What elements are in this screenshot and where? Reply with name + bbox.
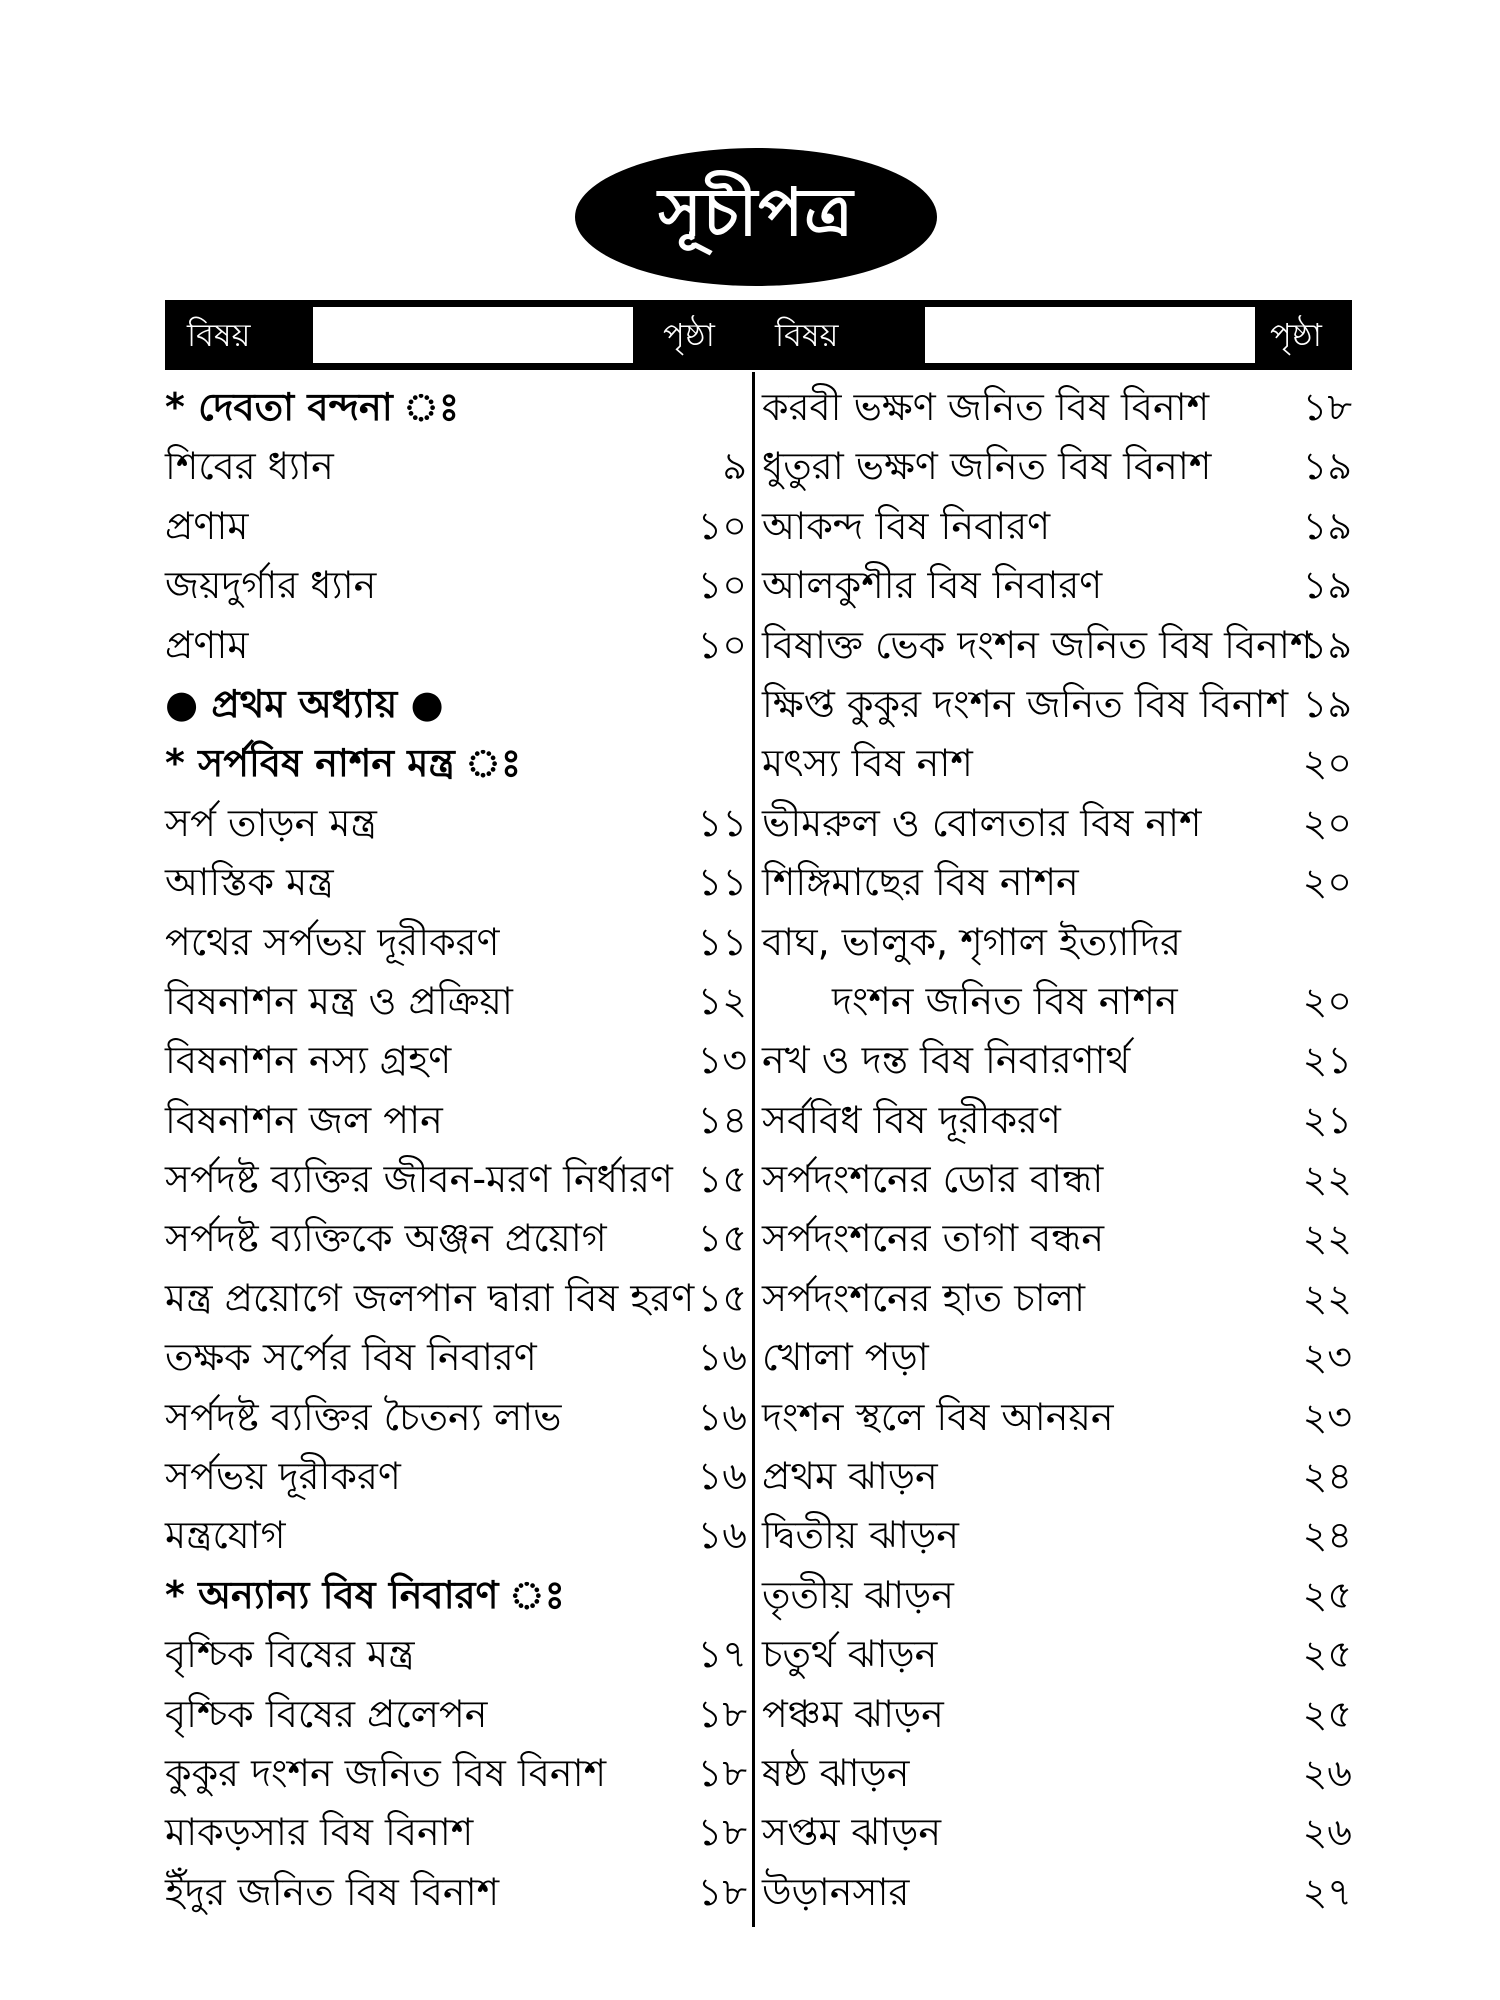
column-divider (752, 372, 755, 1927)
toc-entry-title: বিষনাশন জল পান (165, 1097, 443, 1142)
right-column (762, 378, 1352, 1922)
toc-entry-title: মন্ত্র প্রয়োগে জলপান দ্বারা বিষ হরণ (165, 1275, 695, 1320)
toc-entry-title: সর্পদংশনের হাত চালা (762, 1275, 1086, 1320)
section-heading (165, 734, 747, 793)
toc-entry-page: ১১ (697, 860, 747, 905)
toc-entry (762, 913, 1352, 972)
toc-entry-page: ১০ (697, 622, 747, 667)
toc-entry (165, 1685, 747, 1744)
toc-entry (762, 1506, 1352, 1565)
toc-entry-title: সর্প তাড়ন মন্ত্র (165, 800, 377, 845)
toc-entry-title: শিঙ্গিমাছের বিষ নাশন (762, 860, 1079, 905)
toc-entry (762, 972, 1352, 1031)
toc-entry (762, 1625, 1352, 1684)
toc-entry-page: ২০ (1302, 978, 1352, 1023)
toc-entry (165, 794, 747, 853)
toc-entry-title: বিষনাশন নস্য গ্রহণ (165, 1038, 452, 1083)
toc-entry-title: জয়দুর্গার ধ্যান (165, 563, 377, 608)
page-title-oval (575, 148, 937, 286)
section-heading (165, 378, 747, 437)
toc-entry (165, 1209, 747, 1268)
toc-entry (762, 1744, 1352, 1803)
toc-entry (165, 437, 747, 496)
toc-entry-page: ২৩ (1302, 1394, 1352, 1439)
toc-entry-title: মাকড়সার বিষ বিনাশ (165, 1810, 474, 1855)
toc-entry (762, 1863, 1352, 1922)
toc-entry-title: ষষ্ঠ ঝাড়ন (762, 1750, 910, 1795)
toc-entry (165, 497, 747, 556)
toc-entry-title: কুকুর দংশন জনিত বিষ বিনাশ (165, 1750, 607, 1795)
toc-entry-title: ক্ষিপ্ত কুকুর দংশন জনিত বিষ বিনাশ (762, 681, 1289, 726)
toc-entry (762, 1328, 1352, 1387)
toc-entry (165, 972, 747, 1031)
toc-entry (165, 556, 747, 615)
toc-entry-title: শিবের ধ্যান (165, 444, 334, 489)
right-header-blank-box (925, 307, 1255, 363)
toc-entry-title: তক্ষক সর্পের বিষ নিবারণ (165, 1335, 537, 1380)
toc-entry-title: সর্পদংশনের তাগা বন্ধন (762, 1216, 1105, 1261)
toc-entry-page: ১৮ (1302, 385, 1352, 429)
table-header (165, 300, 1352, 370)
toc-entry-page: ১৫ (697, 1157, 747, 1202)
toc-entry-page: ২২ (1302, 1216, 1352, 1261)
toc-entry-title: বৃশ্চিক বিষের মন্ত্র (165, 1632, 415, 1677)
toc-entry (762, 1388, 1352, 1447)
toc-entry (165, 616, 747, 675)
toc-entry-title: পথের সর্পভয় দূরীকরণ (165, 919, 500, 964)
toc-entry-page: ১০ (697, 503, 747, 548)
toc-entry (165, 1388, 747, 1447)
toc-entry-page: ১৮ (697, 1810, 747, 1855)
right-page-header: পৃষ্ঠা (1270, 316, 1322, 354)
toc-entry-title: প্রণাম (165, 503, 249, 548)
toc-entry-title: সর্পদষ্ট ব্যক্তির চৈতন্য লাভ (165, 1394, 562, 1439)
toc-entry (165, 853, 747, 912)
toc-entry (762, 1091, 1352, 1150)
toc-entry-page: ১৩ (697, 1038, 747, 1083)
toc-entry-page: ১৯ (1302, 444, 1352, 489)
toc-entry (762, 437, 1352, 496)
toc-entry-page: ১৯ (1302, 622, 1352, 667)
toc-entry-title: তৃতীয় ঝাড়ন (762, 1572, 954, 1617)
toc-entry (762, 497, 1352, 556)
toc-entry (762, 1150, 1352, 1209)
toc-entry (762, 1031, 1352, 1090)
toc-entry-title: ধুতুরা ভক্ষণ জনিত বিষ বিনাশ (762, 444, 1212, 489)
toc-entry-page: ২১ (1302, 1097, 1352, 1142)
toc-entry-title: সর্পদংশনের ডোর বান্ধা (762, 1157, 1104, 1202)
toc-entry-page: ১৯ (1302, 563, 1352, 608)
toc-entry (762, 1209, 1352, 1268)
toc-entry (762, 1566, 1352, 1625)
toc-entry-title: প্রথম ঝাড়ন (762, 1454, 938, 1499)
toc-entry (762, 1269, 1352, 1328)
toc-entry-page: ২১ (1302, 1038, 1352, 1083)
left-header-blank-box (313, 307, 633, 363)
toc-entry (762, 616, 1352, 675)
toc-entry-title: সর্ববিধ বিষ দূরীকরণ (762, 1097, 1061, 1142)
toc-entry-page: ১৬ (697, 1513, 747, 1558)
toc-entry-page: ১১ (697, 919, 747, 964)
toc-entry-title: দংশন স্থলে বিষ আনয়ন (762, 1394, 1114, 1439)
toc-entry-title: বিষাক্ত ভেক দংশন জনিত বিষ বিনাশ (762, 622, 1313, 667)
toc-entry-title: সর্পদষ্ট ব্যক্তিকে অঞ্জন প্রয়োগ (165, 1216, 607, 1261)
toc-entry-page: ২৪ (1302, 1513, 1352, 1558)
toc-entry-title: * অন্যান্য বিষ নিবারণ ঃ (165, 1572, 565, 1617)
toc-entry (762, 1447, 1352, 1506)
toc-entry-page: ১৮ (697, 1869, 747, 1914)
toc-entry (762, 853, 1352, 912)
toc-entry-page: ১৯ (1302, 681, 1352, 726)
toc-entry-page: ১৯ (1302, 503, 1352, 548)
toc-entry-page: ২৪ (1302, 1454, 1352, 1499)
toc-entry (165, 1863, 747, 1922)
toc-entry-title: আকন্দ বিষ নিবারণ (762, 503, 1051, 548)
toc-entry-page: ২০ (1302, 860, 1352, 905)
toc-entry-page: ১৬ (697, 1335, 747, 1380)
toc-entry-title: সপ্তম ঝাড়ন (762, 1810, 942, 1855)
toc-entry (165, 1506, 747, 1565)
toc-entry (165, 1031, 747, 1090)
toc-entry (762, 378, 1352, 437)
toc-entry (762, 734, 1352, 793)
toc-entry-page: ২৬ (1302, 1750, 1352, 1795)
toc-entry (165, 1150, 747, 1209)
toc-entry (762, 1685, 1352, 1744)
toc-entry (165, 1744, 747, 1803)
toc-entry-page: ১৪ (697, 1097, 747, 1142)
toc-entry-title: করবী ভক্ষণ জনিত বিষ বিনাশ (762, 385, 1210, 429)
toc-entry-title: ইঁদুর জনিত বিষ বিনাশ (165, 1869, 500, 1914)
toc-entry-page: ১৬ (697, 1454, 747, 1499)
toc-entry-page: ২৫ (1302, 1572, 1352, 1617)
toc-entry-title: * দেবতা বন্দনা ঃ (165, 385, 460, 429)
toc-entry-title: উড়ানসার (762, 1869, 910, 1914)
toc-entry (762, 794, 1352, 853)
toc-entry-title: প্রণাম (165, 622, 249, 667)
toc-entry-page: ২২ (1302, 1157, 1352, 1202)
toc-entry-title: বাঘ, ভালুক, শৃগাল ইত্যাদির (762, 919, 1182, 964)
toc-entry-title: সর্পভয় দূরীকরণ (165, 1454, 401, 1499)
toc-entry-title: ভীমরুল ও বোলতার বিষ নাশ (762, 800, 1202, 845)
toc-entry (165, 1328, 747, 1387)
left-subject-header: বিষয় (187, 316, 251, 354)
toc-entry (165, 1269, 747, 1328)
toc-entry-page: ১৫ (697, 1275, 747, 1320)
section-heading (165, 1566, 747, 1625)
toc-entry-title: মন্ত্রযোগ (165, 1513, 286, 1558)
toc-entry-page: ১৮ (697, 1750, 747, 1795)
toc-entry-page: ১২ (697, 978, 747, 1023)
toc-entry-page: ২৬ (1302, 1810, 1352, 1855)
toc-entry-title: চতুর্থ ঝাড়ন (762, 1632, 938, 1677)
toc-entry-title: বিষনাশন মন্ত্র ও প্রক্রিয়া (165, 978, 513, 1023)
toc-entry-page: ১০ (697, 563, 747, 608)
toc-entry (165, 1091, 747, 1150)
toc-entry-title: দ্বিতীয় ঝাড়ন (762, 1513, 959, 1558)
toc-entry-page: ২২ (1302, 1275, 1352, 1320)
toc-entry-title: আস্তিক মন্ত্র (165, 860, 334, 905)
toc-entry-title: পঞ্চম ঝাড়ন (762, 1691, 944, 1736)
page-title: সূচীপত্র (658, 173, 854, 251)
left-page-header: পৃষ্ঠা (663, 316, 715, 354)
toc-entry-page: ১৮ (697, 1691, 747, 1736)
toc-entry-title: বৃশ্চিক বিষের প্রলেপন (165, 1691, 488, 1736)
toc-entry-title: দংশন জনিত বিষ নাশন (832, 978, 1178, 1023)
toc-entry (762, 556, 1352, 615)
toc-entry-page: ১৫ (697, 1216, 747, 1261)
toc-entry (165, 1625, 747, 1684)
toc-entry-page: ২৫ (1302, 1632, 1352, 1677)
section-heading (165, 675, 747, 734)
toc-entry (165, 1447, 747, 1506)
left-column (165, 378, 747, 1922)
toc-entry-title: সর্পদষ্ট ব্যক্তির জীবন-মরণ নির্ধারণ (165, 1157, 673, 1202)
toc-entry-page: ২০ (1302, 800, 1352, 845)
toc-entry-page: ১৬ (697, 1394, 747, 1439)
toc-entry-title: ● প্রথম অধ্যায় ● (165, 681, 444, 726)
toc-entry (762, 1803, 1352, 1862)
toc-entry-page: ৯ (722, 444, 747, 489)
toc-entry-page: ১১ (697, 800, 747, 845)
toc-entry-page: ২০ (1302, 741, 1352, 786)
toc-entry-title: মৎস্য বিষ নাশ (762, 741, 973, 786)
toc-entry-page: ২৫ (1302, 1691, 1352, 1736)
toc-entry (165, 1803, 747, 1862)
toc-entry-page: ২৩ (1302, 1335, 1352, 1380)
toc-entry-page: ২৭ (1302, 1869, 1352, 1914)
toc-entry-title: নখ ও দন্ত বিষ নিবারণার্থ (762, 1038, 1131, 1083)
toc-entry-title: * সর্পবিষ নাশন মন্ত্র ঃ (165, 741, 522, 786)
toc-entry (762, 675, 1352, 734)
toc-entry-page: ১৭ (697, 1632, 747, 1677)
toc-entry-title: আলকুশীর বিষ নিবারণ (762, 563, 1103, 608)
toc-entry (165, 913, 747, 972)
right-subject-header: বিষয় (775, 316, 839, 354)
toc-entry-title: খোলা পড়া (762, 1335, 929, 1380)
